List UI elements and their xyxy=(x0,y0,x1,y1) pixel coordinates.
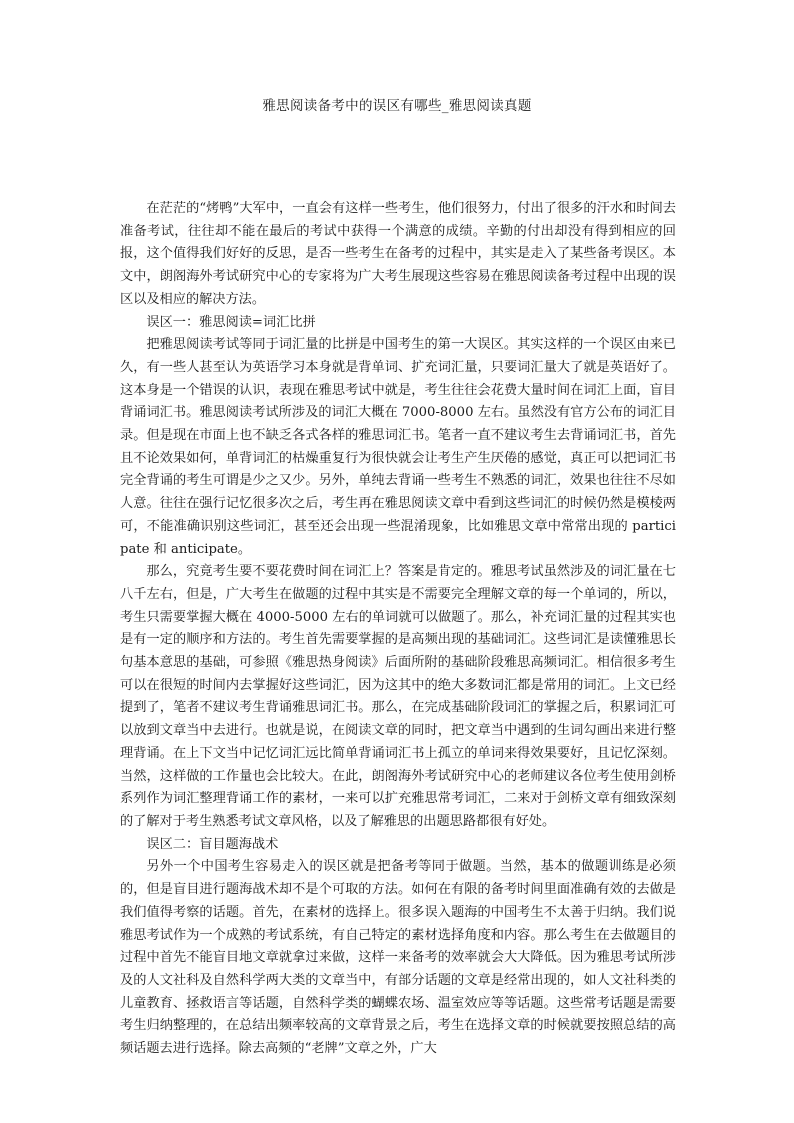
paragraph-vocab-misconception: 把雅思阅读考试等同于词汇量的比拼是中国考生的第一大误区。其实这样的一个误区由来已久，有一些人甚至认为英语学习本身就是背单词、扩充词汇量，只要词汇量大了就是英语好了。这本身是一个错误的认识，表现在雅思考试中就是，考生往往会花费大量时间在词汇上面，盲目背诵词汇书。雅思阅读考试所涉及的词汇大概在 7000-8000 左右。虽然没有官方公布的词汇目录。但是现在市面上也不缺乏各式各样的雅思词汇书。笔者一直不建议考生去背诵词汇书，首先且不论效果如何，单背词汇的枯燥重复行为很快就会让考生产生厌倦的感觉，真正可以把词汇书完全背诵的考生可谓是少之又少。另外，单纯去背诵一些考生不熟悉的词汇，效果也往往不尽如人意。往往在强行记忆很多次之后，考生再在雅思阅读文章中看到这些词汇的时候仍然是模棱两可，不能准确识别这些词汇，甚至还会出现一些混淆现象，比如雅思文章中常常出现的 participate 和 anticipate。 xyxy=(120,337,676,557)
document-body xyxy=(120,198,676,1061)
section-heading-1: 误区一：雅思阅读=词汇比拼 xyxy=(146,314,316,330)
section-heading-2: 误区二：盲目题海战术 xyxy=(146,836,279,852)
paragraph-vocab-advice: 那么，究竟考生要不要花费时间在词汇上？答案是肯定的。雅思考试虽然涉及的词汇量在七八千左右，但是，广大考生在做题的过程中其实是不需要完全理解文章的每一个单词的，所以，考生只需要掌握大概在 4000-5000 左右的单词就可以做题了。那么，补充词汇量的过程其实也是有一定的顺序和方法的。考生首先需要掌握的是高频出现的基础词汇。这些词汇是读懂雅思长句基本意思的基础，可参照《雅思热身阅读》后面所附的基础阶段雅思高频词汇。相信很多考生可以在很短的时间内去掌握好这些词汇，因为这其中的绝大多数词汇都是常用的词汇。上文已经提到了，笔者不建议考生背诵雅思词汇书。那么，在完成基础阶段词汇的掌握之后，积累词汇可以放到文章当中去进行。也就是说，在阅读文章的同时，把文章当中遇到的生词勾画出来进行整理背诵。在上下文当中记忆词汇远比简单背诵词汇书上孤立的单词来得效果要好，且记忆深刻。当然，这样做的工作量也会比较大。在此，朗阁海外考试研究中心的老师建议各位考生使用剑桥系列作为词汇整理背诵工作的素材，一来可以扩充雅思常考词汇，二来对于剑桥文章有细致深刻的了解对于考生熟悉考试文章风格，以及了解雅思的出题思路都很有好处。 xyxy=(120,564,676,829)
paragraph-intro: 在茫茫的“烤鸭”大军中，一直会有这样一些考生，他们很努力，付出了很多的汗水和时间去准备考试，往往却不能在最后的考试中获得一个满意的成绩。辛勤的付出却没有得到相应的回报，这个值得我们好好的反思，是否一些考生在备考的过程中，其实是走入了某些备考误区。本文中，朗阁海外考试研究中心的专家将为广大考生展现这些容易在雅思阅读备考过程中出现的误区以及相应的解决方法。 xyxy=(120,201,676,307)
document-title: 雅思阅读备考中的误区有哪些_雅思阅读真题 xyxy=(262,98,532,114)
paragraph-practice-misconception: 另外一个中国考生容易走入的误区就是把备考等同于做题。当然，基本的做题训练是必须的，但是盲目进行题海战术却不是个可取的方法。如何在有限的备考时间里面准确有效的去做是我们值得考察的话题。首先，在素材的选择上。很多误入题海的中国考生不太善于归纳。我们说雅思考试作为一个成熟的考试系统，有自己特定的素材选择角度和内容。那么考生在去做题目的过程中首先不能盲目地文章就拿过来做，这样一来备考的效率就会大大降低。因为雅思考试所涉及的人文社科及自然科学两大类的文章当中，有部分话题的文章是经常出现的，如人文社科类的儿童教育、拯救语言等话题，自然科学类的蝴蝶农场、温室效应等等话题。这些常考话题是需要考生归纳整理的，在总结出频率较高的文章背景之后，考生在选择文章的时候就要按照总结的高频话题去进行选择。除去高频的“老牌”文章之外，广大 xyxy=(120,859,676,1057)
